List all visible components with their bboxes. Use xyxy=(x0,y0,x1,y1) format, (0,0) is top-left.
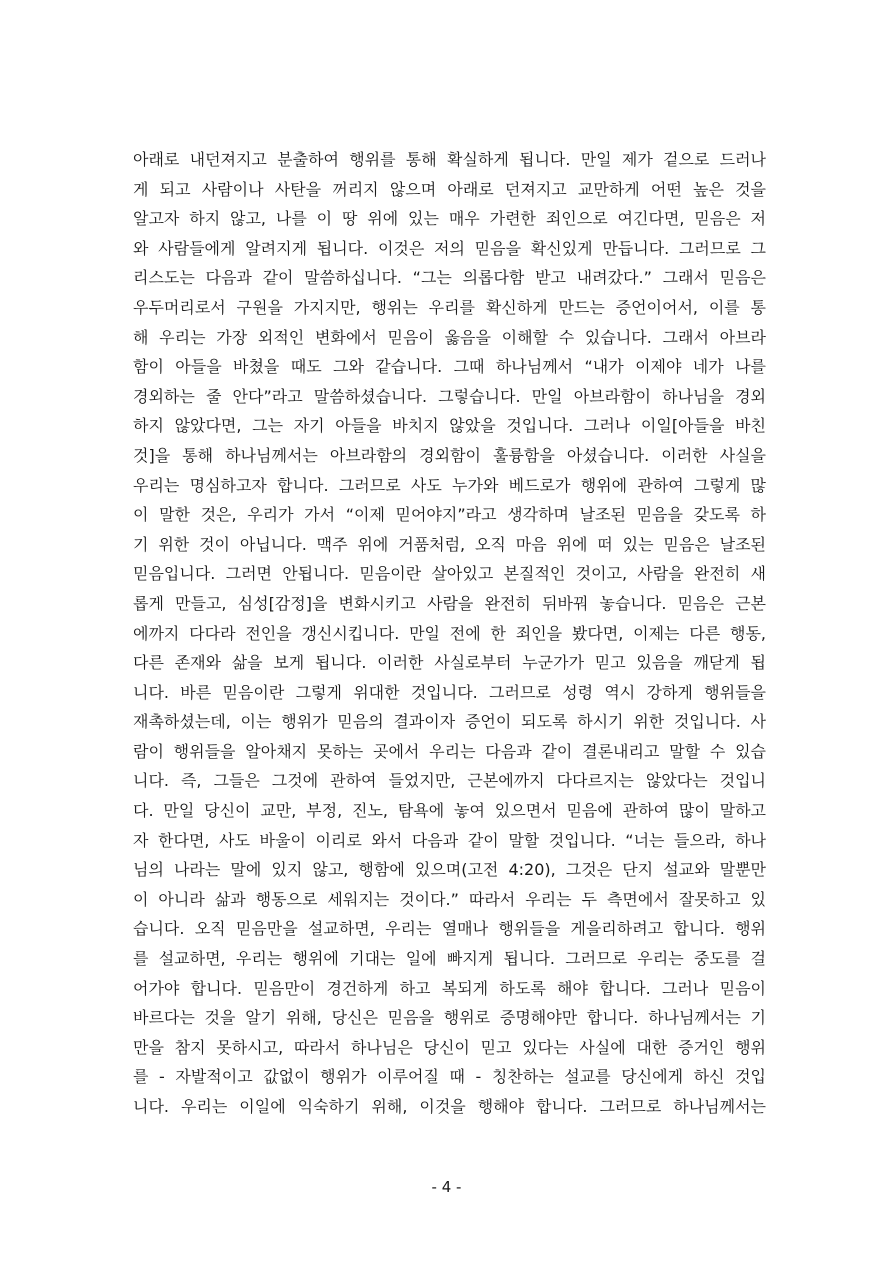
text-line: 람이 행위들을 알아채지 못하는 곳에서 우리는 다음과 같이 결론내리고 말할 수 있습 xyxy=(133,741,766,761)
text-line: 니다. 바른 믿음이란 그렇게 위대한 것입니다. 그러므로 성령 역시 강하게 행위들을 xyxy=(133,682,766,702)
text-line: 해 우리는 가장 외적인 변화에서 믿음이 옳음을 이해할 수 있습니다. 그래서 아브라 xyxy=(133,327,766,347)
text-line: 다른 존재와 삶을 보게 됩니다. 이러한 사실로부터 누군가가 믿고 있음을 깨닫게 됩 xyxy=(133,653,766,673)
text-line: 습니다. 오직 믿음만을 설교하면, 우리는 열매나 행위들을 게을리하려고 합니다. 행위 xyxy=(133,919,766,939)
text-line: 게 되고 사람이나 사탄을 꺼리지 않으며 아래로 던져지고 교만하게 어떤 높은 것을 xyxy=(133,179,766,199)
text-line: 이 아니라 삶과 행동으로 세워지는 것이다.” 따라서 우리는 두 측면에서 잘못하고 있 xyxy=(133,889,766,909)
text-line: 하지 않았다면, 그는 자기 아들을 바치지 않았을 것입니다. 그러나 이일[아들을 바친 xyxy=(133,416,766,436)
text-line: 것]을 통해 하나님께서는 아브라함의 경외함이 훌륭함을 아셨습니다. 이러한 사실을 xyxy=(133,445,766,465)
text-line: 기 위한 것이 아닙니다. 맥주 위에 거품처럼, 오직 마음 위에 떠 있는 믿음은 날조된 xyxy=(133,534,766,554)
text-line: 우두머리로서 구원을 가지지만, 행위는 우리를 확신하게 만드는 증언이어서, 이를 통 xyxy=(133,297,766,317)
text-line: 리스도는 다음과 같이 말씀하십니다. “그는 의롭다함 받고 내려갔다.” 그래서 믿음은 xyxy=(133,268,766,288)
text-line: 자 한다면, 사도 바울이 이리로 와서 다음과 같이 말할 것입니다. “너는 들으라, 하나 xyxy=(133,830,766,850)
text-line: 와 사람들에게 알려지게 됩니다. 이것은 저의 믿음을 확신있게 만듭니다. 그러므로 그 xyxy=(133,238,766,258)
text-line: 알고자 하지 않고, 나를 이 땅 위에 있는 매우 가련한 죄인으로 여긴다면, 믿음은 저 xyxy=(133,209,766,229)
text-line: 경외하는 줄 안다”라고 말씀하셨습니다. 그렇습니다. 만일 아브라함이 하나님을 경외 xyxy=(133,386,766,406)
text-line: 믿음입니다. 그러면 안됩니다. 믿음이란 살아있고 본질적인 것이고, 사람을 완전히 새 xyxy=(133,564,766,584)
text-line: 함이 아들을 바쳤을 때도 그와 같습니다. 그때 하나님께서 “내가 이제야 네가 나를 xyxy=(133,357,766,377)
text-line: 이 말한 것은, 우리가 가서 “이제 믿어야지”라고 생각하며 날조된 믿음을 갖도록 하 xyxy=(133,505,766,525)
text-line: 바르다는 것을 알기 위해, 당신은 믿음을 행위로 증명해야만 합니다. 하나님께서는 기 xyxy=(133,1008,766,1028)
text-line: 아래로 내던져지고 분출하여 행위를 통해 확실하게 됩니다. 만일 제가 겉으로 드러나 xyxy=(133,150,766,169)
text-line: 를 - 자발적이고 값없이 행위가 이루어질 때 - 칭찬하는 설교를 당신에게 하신 것입 xyxy=(133,1067,766,1087)
body-text xyxy=(133,145,766,1122)
text-line: 롭게 만들고, 심성[감정]을 변화시키고 사람을 완전히 뒤바꿔 놓습니다. 믿음은 근본 xyxy=(133,593,766,613)
text-line: 에까지 다다라 전인을 갱신시킵니다. 만일 전에 한 죄인을 봤다면, 이제는 다른 행동, xyxy=(133,623,766,643)
text-line: 니다. 우리는 이일에 익숙하기 위해, 이것을 행해야 합니다. 그러므로 하나님께서는 xyxy=(133,1097,766,1116)
text-line: 만을 참지 못하시고, 따라서 하나님은 당신이 믿고 있다는 사실에 대한 증거인 행위 xyxy=(133,1037,766,1057)
page-number: - 4 - xyxy=(431,1178,462,1196)
text-line: 우리는 명심하고자 합니다. 그러므로 사도 누가와 베드로가 행위에 관하여 그렇게 많 xyxy=(133,475,766,495)
text-line: 님의 나라는 말에 있지 않고, 행함에 있으며(고전 4:20), 그것은 단지 설교와 말뿐만 xyxy=(133,860,766,880)
text-line: 니다. 즉, 그들은 그것에 관하여 들었지만, 근본에까지 다다르지는 않았다는 것입니 xyxy=(133,771,766,791)
text-line: 재촉하셨는데, 이는 행위가 믿음의 결과이자 증언이 되도록 하시기 위한 것입니다. 사 xyxy=(133,712,766,732)
text-line: 다. 만일 당신이 교만, 부정, 진노, 탐욕에 놓여 있으면서 믿음에 관하여 많이 말하고 xyxy=(133,801,766,821)
text-line: 를 설교하면, 우리는 행위에 기대는 일에 빠지게 됩니다. 그러므로 우리는 중도를 걸 xyxy=(133,949,766,969)
text-line: 어가야 합니다. 믿음만이 경건하게 하고 복되게 하도록 해야 합니다. 그러나 믿음이 xyxy=(133,978,766,998)
